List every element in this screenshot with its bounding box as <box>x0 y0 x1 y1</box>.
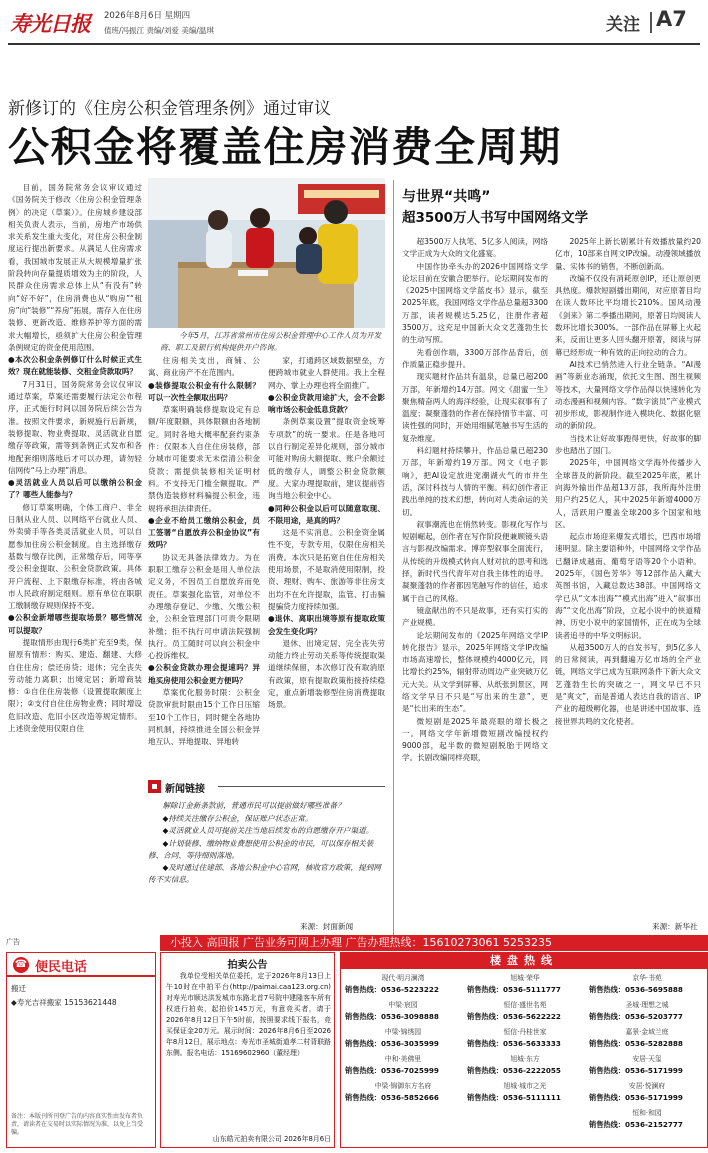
paragraph: 2025年上新长剧累计有效播放量约20亿市，10部来自网文IP改编。动漫领域播放量、实体书的销售，不断创新高。 <box>555 237 701 271</box>
qa-question: ●公积金贷款用途扩大，会不会影响市场公积金低息贷款？ <box>268 392 385 415</box>
estate-name: 京华·书苑 <box>632 974 662 982</box>
auction-box <box>160 952 335 1148</box>
estate-name: 中梁·宸园 <box>388 1001 418 1009</box>
qa-question: ●公积金贷款办理会提速吗？异地买房使用公积金更方便吗？ <box>148 663 260 685</box>
issue-date: 2026年8月6日 星期四 <box>104 11 191 21</box>
news-link-question: 解除订金新条款前，普通市民可以提前做好哪些准备？ <box>162 801 345 810</box>
paragraph: 协议无具备法律效力。为在职职工缴存公积金是用人单位法定义务，不因员工自愿放弃而免责任。草案强化监管，对单位不办理缴存登记、少缴、欠缴公积金，公积金管理部门可责令限期补缴；拒不执行可申请法院强制执行。员工随时可以向公积金中心投诉维权。 <box>148 552 260 661</box>
article2-title <box>402 186 490 206</box>
article2-source: 来源：新华社 <box>652 922 698 931</box>
article-divider <box>393 180 394 935</box>
headline-main: 公积金将覆盖住房消费全周期 <box>8 123 562 171</box>
estate-box <box>340 952 708 1148</box>
estate-phone: 销售热线：0536-5111111 <box>467 1093 561 1102</box>
paragraph: 起点市场迎来爆发式增长，巴西市场增速明显。除主要语种外，中国网络文学作品已翻译成越南、葡萄牙语等20个小语种。2025年，《国色芳华》等12部作品入藏大英图书馆，入藏总数达38部。中国网络文学已从“文本出海”“模式出海”进入“叙事出海”“文化出海”阶段，立起小说中的侠道精神、历史小说中的家国情怀，正在成为全球读者追寻的中华文明标识。 <box>555 532 701 640</box>
paragraph: 改编不仅没有消耗原创IP，还让原创更具热度。爆款短剧播出期间，对应原著目均在读人数环比平均增长210%。国风动漫《剑来》第二季播出期间，原著日均阅读人数环比增长300%。一部作品在屏幕上火起来，反而让更多人回头翻开原著，阅读与屏幕已经形成一种有效的正向拉动的合力。 <box>555 273 701 357</box>
newspaper-logo: 寿光日报 <box>10 11 90 36</box>
paragraph: 论坛期间发布的《2025年网络文学IP转化报告》显示，2025年网络文学IP改编市场高速增长，整体规模约4000亿元，同比增长约25%，辐射带动周边产业突破万亿元大关。从文学到屏幕、从纸张到景区，网络文学早日不只是“写出来的生意”，更是“长出来的生态”。 <box>402 630 548 714</box>
masthead-rule <box>8 43 700 45</box>
paragraph: 超3500万人执笔、5亿多人阅读，网络文学正成为大众的文化盛宴。 <box>402 237 548 259</box>
auction-footer: 山东皓元拍卖有限公司 2026年8月6日 <box>212 1135 331 1143</box>
paragraph: 目前，国务院常务会议审议通过《国务院关于修改〈住房公积金管理条例〉的决定（草案）》。住房城乡建设部相关负责人表示，当前，房地产市场供求关系发生重大变化，对住房公积金制度运行提出新要求。从满足人住房需求看，我国城市发展正从大规模增量扩张阶段转向存量提质增效为主的阶段，人民群众住房需求总体上从“有没有”转向“好不好”，住房消费也从“购房”“租房”向“装修”“养房”拓展，需存入在住房装修、更新改造、维修养护等方面的需求大幅增长，亟须扩大住房公积金管理条例规定的资金使用范围。 <box>8 183 142 352</box>
qa-question: ●退休、离职出境等原有提取政策会发生变化吗？ <box>268 614 385 636</box>
estate-name: 安居·悦澜府 <box>628 1082 666 1090</box>
news-link-icon-inner <box>152 784 157 789</box>
estate-phone: 销售热线：0536-5622222 <box>467 1012 561 1021</box>
bianmin-tag: 搬迁 <box>11 984 26 993</box>
estate-name: 嘉景·金域兰庭 <box>625 1028 669 1036</box>
qa-question: ●企业不给员工缴纳公积金，员工签署“自愿放弃公积金协议”有效吗？ <box>148 515 260 550</box>
news-link-item: ◆计划装修、缴纳物业费想使用公积金的市民，可以保存相关装修、合同、等待细则落地。 <box>148 838 374 860</box>
paragraph: 条例草案设置“提取资金统筹专项款”的统一要求。任是各地可以自行制定差异化规则，部分城市可能对购房大额提取、账户余额过低的缴存人，调整公积金贷款额度。大家办理提取前，建议提前咨询当地公积金中心。 <box>268 417 385 501</box>
estate-name: 旭城·城市之光 <box>503 1082 547 1090</box>
estate-name: 安居·天玺 <box>632 1055 662 1063</box>
paragraph: AI技术已悄然进入行业全链条。“AI漫画”等新业态涌现，依托文生图、图生视频等技术，大量网络文学作品得以快速转化为动态漫画和视频内容。“数字演员”产业模式初步形成，影视制作进入模块化、数据化驱动的新阶段。 <box>555 359 701 431</box>
paragraph: 中国作协牵头办的2026中国网络文学论坛目前在安徽合肥举行。论坛期间发布的《2025中国网络文学蓝皮书》显示，截至2025年底，我国网络文学作品总量超3300万部，读者规模达5.25亿，注册作者超3500万。这充足中国新大众文艺蓬勃生长的生动写照。 <box>402 261 548 345</box>
estate-name: 圣城·理想之城 <box>625 1001 669 1009</box>
estate-phone: 销售热线：0536-3035999 <box>345 1039 439 1048</box>
paragraph: 先看创作端，3300万部作品背后，创作质量正稳步提升。 <box>402 347 548 369</box>
estate-phone: 销售热线：0536-7025999 <box>345 1066 439 1075</box>
photo-caption: 今年5月，江苏省常州市住房公积金管理中心工作人员为开发商、职工及银行机构提供开户咨询。 <box>160 331 382 352</box>
estate-phone: 销售热线：0536-2152777 <box>589 1120 683 1129</box>
paragraph: 草案优化服务时限：公积金贷款审批时限由15个工作日压缩至10个工作日，同时健全各地协同机制，持续推进全国公积金异地互认、异地提取、异地转 <box>148 688 260 747</box>
paragraph: 当技术让好故事跑得更快，好故事的脚步也踏出了国门。 <box>555 433 701 456</box>
estate-name: 中和·美佛里 <box>384 1055 422 1063</box>
article2-subtitle: 超3500万人书写中国网络文学 <box>402 210 589 226</box>
estate-phone: 销售热线：0536-5111777 <box>467 985 561 994</box>
estate-name: 旭城·荣华 <box>510 974 540 982</box>
estate-phone: 销售热线：0536-2222055 <box>467 1066 561 1075</box>
estate-col-a <box>345 973 461 1108</box>
paragraph: 微短剧是2025年最亮眼的增长极之一。网络文学年新增微短剧改编授权约9000部，起半数的微短剧脱胎于网络文学。长剧改编同样亮眼， <box>402 716 548 763</box>
estate-phone: 销售热线：0536-3098888 <box>345 1012 439 1021</box>
bianmin-line: ◆寿光吉祥搬家 15153621448 <box>11 998 117 1007</box>
article2-title-pre: 与世界 <box>402 189 444 205</box>
estate-phone: 销售热线：0536-5633333 <box>467 1039 561 1048</box>
article1-source: 来源：封面新闻 <box>300 922 354 931</box>
paragraph: 这是不实消息。公积金资金属性不变，专款专用，仅限住房相关消费。本次只是拓宽自住住房相关使用场景，不是取消使用限制，投资、理财、购车、旅游等非住房支出均不在允许提取，监管、打击骗提骗贷力度持续加强。 <box>268 528 385 611</box>
kicker-title: 《住房公积金管理条例》 <box>76 99 263 119</box>
estate-phone: 销售热线：0536-5852666 <box>345 1093 439 1102</box>
news-link-item: ◆及时通过住建部、各地公积金中心官网，核收官方政策，提到网传不实信息。 <box>148 863 381 885</box>
news-link-title: 新闻链接 <box>165 784 205 795</box>
qa-question: ●本次公积金条例修订什么时候正式生效？现在就能装修、交租金贷款取吗？ <box>8 355 142 377</box>
page-number: A7 <box>656 7 687 31</box>
estate-name: 旭城·东方 <box>510 1055 540 1063</box>
news-link-list <box>148 813 385 887</box>
paragraph: 7月31日，国务院常务会议仅审议通过草案，草案还需要履行法定公布程序，正式施行时间以国务院后续公告为准。按照文件要求，新规施行后新规，装修提取、物业费提取、灵活就业自愿缴存等政策，需等到条例正式发布和各地配套细则落地后才可以办理，请勿轻信网传“马上办理”消息。 <box>8 379 142 475</box>
news-link-rule <box>218 786 385 787</box>
paragraph: 住房相关支出，商铺、公寓、商业房产不在范围内。 <box>148 356 260 378</box>
estate-col-c <box>589 973 705 1135</box>
news-link-box <box>148 780 385 920</box>
masthead <box>0 0 708 44</box>
estate-phone: 销售热线：0536-5282888 <box>589 1039 683 1048</box>
estate-name: 恒和·和园 <box>632 1109 662 1117</box>
photo-illustration <box>148 178 385 328</box>
estate-phone: 销售热线：0536-5223222 <box>345 985 439 994</box>
paragraph: 退休、出境定居、完全丧失劳动能力终止劳动关系等传统提取渠道继续保留，本次修订没有取消原有政策，原有提取政策衔接持续稳定，重点新增装修型住房消费提取场景。 <box>268 638 385 710</box>
estate-name: 恒信·丹桂世家 <box>503 1028 547 1036</box>
article2-col1 <box>402 236 548 926</box>
kicker-post: 通过审议 <box>263 99 331 119</box>
qa-question: ●同种公积金以后可以随意取现、不限用途，是真的吗？ <box>268 503 385 525</box>
paragraph: 科幻题材持续攀升，作品总量已超230万部，年新增约19万部。网文《电子影响》，把AI设定放进宠潮湖火气的市井生活，深讨科技与人情的平衡。科幻创作者正践出单纯的技术幻想，转向对人类命运的关切。 <box>402 446 548 517</box>
estate-name: 中梁·锦御东方名府 <box>374 1082 432 1090</box>
section-label: 关注 <box>606 15 640 35</box>
bianmin-header <box>7 953 155 977</box>
estate-phone: 销售热线：0536-5171999 <box>589 1066 683 1075</box>
estate-header: 楼盘热线 <box>341 953 707 969</box>
bianmin-note: 备注：本版刊所刊登广告的内容真实性由发布者负责，请读者在交易时以实际情况为准，以免上当受骗。 <box>11 1113 144 1136</box>
estate-phone: 销售热线：0536-5695888 <box>589 985 683 994</box>
paragraph: 叙事潮流也在悄然转变。影视化写作与短剧崛起，创作者在写作阶段便兼顾镜头语言与影视改编需求。博弈型叙事全面流行，从传统的升级模式转向人财对抗的思考和选择，新时代当代青年对自我主体性的追寻。凝聚蓬勃的作者都因笔触写作的信任，追求属于自己的风格。 <box>402 519 548 603</box>
paragraph: 家，打通跨区域数据壁垒，方便跨城市就业人群使用。我上全程网办、掌上办理也将全面推广。 <box>268 356 385 390</box>
ad-banner <box>160 935 708 951</box>
section-separator <box>650 12 652 33</box>
article2-title-quote: “共鸣” <box>444 189 491 205</box>
estate-name: 现代·明月澜湾 <box>381 974 425 982</box>
editors-line: 值班/冯振江 责编/刘爱 美编/温琪 <box>104 26 214 35</box>
bianmin-box <box>6 952 156 1148</box>
estate-col-b <box>467 973 583 1108</box>
paragraph: 现实题材作品共有温泉，总量已超200万部，年新增约14万部。网文《甜蜜一生》聚焦精奋两人的海洋经验，让现实叙事有了温度；凝聚蓬勃的作者在保持情节丰富、可读性强的同时，开始用细腻笔触书写生活的复杂维度。 <box>402 372 548 443</box>
paragraph: 修订草案明确，个体工商户、非全日制从业人员、以网络平台就业人员、外卖骑手等各类灵活就业人员，可以自愿参加住房公积金制度。自主选择缴存基数与缴存比例，正常缴存后，同等享受公积金提取、公积金贷款政策。具体开户流程、上下限缴存标准，将由各城市人民政府制定细则。原有单位在职职工缴制缴存规则保持不变。 <box>8 502 142 611</box>
qa-question: ●灵活就业人员以后可以缴纳公积金了？哪些人能参与？ <box>8 478 142 500</box>
qa-question: ●装修提取公积金有什么限制？可以一次性全额取出吗？ <box>148 380 260 402</box>
article2-col2 <box>555 236 701 921</box>
ad-label: 广告 <box>6 938 20 946</box>
ad-banner-text: 小投入 高回报 广告业务可网上办理 广告办理热线： <box>170 936 423 949</box>
estate-name: 恒信·盛世名苑 <box>503 1001 547 1009</box>
estate-phone: 销售热线：0536-5203777 <box>589 1012 683 1021</box>
news-link-item: ◆灵活就业人员可提前关注当地后续发布的自愿缴存开户渠道。 <box>162 826 374 836</box>
ad-banner-phone2: 5253235 <box>502 936 552 949</box>
paragraph: 提取情形由现行6类扩充至9类，保留原有情形：购买、建造、翻建、大修自住住房；偿还房贷；退休；完全丧失劳动能力离职；出境定居；新增商装修：①自住住房装修（设置提取额度上限）；②支付自住住房物业费；同时增设危旧改造、危旧小区改造等规定情形。上述资金使用仅限自住 <box>8 637 142 734</box>
article1-col1 <box>8 182 142 930</box>
paragraph: 镜盒献出的不只是故事，还有实打实的产业规模。 <box>402 605 548 628</box>
auction-title: 拍卖公告 <box>227 960 268 971</box>
paragraph: 2025年，中国网络文学海外传播步入全球普及的新阶段。截至2025年底，累计向海外输出作品超13万部，我所海外注册用户约25亿人，其中2025年新增4000万人，活跃用户覆盖全球200多个国家和地区。 <box>555 458 701 529</box>
paragraph: 从超3500万人的自发书写，到5亿多人的日常阅读，再到翻遍万亿市场的全产业链，网络文学已成为互联网条件下新大众文艺蓬勃生长的突破之一，网文早已不只是“爽文”，而是普通人表达自我的语言、IP产业的超级孵化器，也是讲述中国故事、连接世界共鸣的文化使者。 <box>555 642 701 726</box>
ad-banner-phone1: 15610273061 <box>422 936 500 949</box>
qa-question: ●公积金新增哪些提取场景？哪些情况可以提取？ <box>8 613 142 635</box>
paragraph: 草案明确装修提取设定有总额/年度限额，具体限额由各地制定。同时各地大概率配套约束条件：仅限本人自住住房装修，部分城市可能要求无未偿清公积金贷款；需提供装修相关证明材料。不支持无门槛全额提取。严禁伪造装修材料骗提公积金，违规将承担法律责任。 <box>148 405 260 513</box>
article1-col3 <box>268 355 385 775</box>
auction-body: 我单位受相关单位委托，定于2026年8月13日上午10时在中拍平台(http://paimai.caa123.org.cn)对寿光市顺达洪发城市东路北首7号院中建隆客车所有权进行拍卖，起拍价145万元，有意竞买者，请于2026年8月12日下午5时前，按照要求线下报名，竞买保证金20万元。展示时间：2026年8月6日至2026年8月12日，展示地点：寿光市圣城街道孝二村背联路东侧。报名电话：15169602960（董经理） <box>166 972 331 1057</box>
phone-icon: ☎ <box>13 957 29 973</box>
estate-phone: 销售热线：0536-5171999 <box>589 1093 683 1102</box>
bianmin-title: 便民电话 <box>35 960 88 975</box>
news-photo <box>148 178 385 328</box>
news-link-item: ◆持续关注缴存公积金，保证账户状态正常。 <box>162 814 313 823</box>
kicker-pre: 新修订的 <box>8 99 76 119</box>
estate-name: 中梁·锦绣园 <box>384 1028 422 1036</box>
